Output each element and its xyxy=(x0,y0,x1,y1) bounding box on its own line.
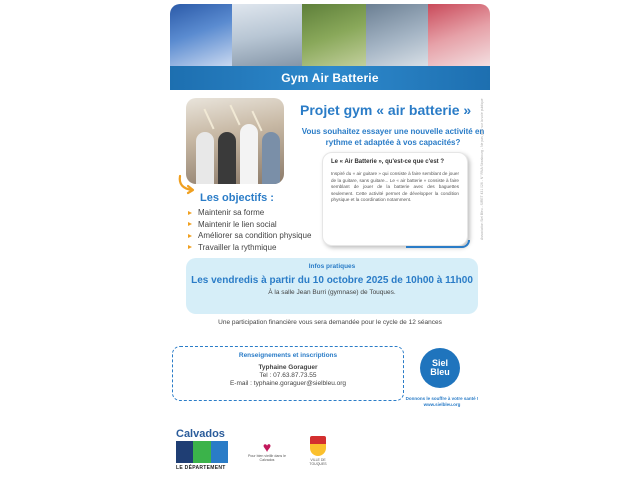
list-item: Maintenir sa forme xyxy=(188,207,311,219)
practical-title: Infos pratiques xyxy=(308,263,356,270)
exercise-photo xyxy=(186,98,284,184)
siel-bleu-logo: Siel Bleu xyxy=(420,348,460,388)
curved-arrow-icon xyxy=(176,174,198,196)
info-card-title: Le « Air Batterie », qu'est-ce que c'est ? xyxy=(331,159,445,165)
banner-photo-3 xyxy=(302,4,366,66)
calvados-mark-icon xyxy=(176,441,228,463)
contact-name: Typhaine Goraguer xyxy=(258,364,318,371)
practical-date: Les vendredis à partir du 10 octobre 2025 de 10h00 à 11h00 xyxy=(191,275,473,286)
partner-logo-bien-vieillir: ♥ Pour bien vieillir dans le Calvados xyxy=(248,439,286,463)
project-subtitle: Vous souhaitez essayer une nouvelle activité en rythme et adaptée à vos capacités? xyxy=(301,127,485,147)
contact-box xyxy=(172,346,404,401)
air-batterie-info-card xyxy=(322,152,468,246)
heart-icon: ♥ xyxy=(262,439,272,455)
siel-bleu-website[interactable]: www.sielbleu.org xyxy=(423,402,461,407)
objectives-list xyxy=(188,207,311,253)
practical-place: À la salle Jean Burri (gymnase) de Touques. xyxy=(268,289,396,296)
project-title: Projet gym « air batterie » xyxy=(300,102,472,118)
list-item: Travailler la rythmique xyxy=(188,242,311,254)
side-legal-text: Association Siel Bleu - SIRET 431 026 - N° RNA Strasbourg - Ne pas jeter sur la voie publique xyxy=(480,98,484,240)
contact-title: Renseignements et inscriptions xyxy=(238,352,338,359)
title-bar xyxy=(170,66,490,90)
card-accent-border xyxy=(406,240,470,248)
contact-phone: Tel : 07.63.87.73.55 xyxy=(259,372,317,379)
banner-photo-5 xyxy=(428,4,490,66)
banner-photo-2 xyxy=(232,4,302,66)
contact-email: E-mail : typhaine.goraguer@sielbleu.org xyxy=(229,380,347,387)
siel-bleu-tagline: Donnons le souffre à votre santé ! www.sielbleu.org xyxy=(402,396,482,408)
list-item: Maintenir le lien social xyxy=(188,219,311,231)
bullet-arrow-icon xyxy=(188,222,192,226)
flyer-page xyxy=(170,0,490,480)
photo-banner xyxy=(170,4,490,66)
banner-photo-1 xyxy=(170,4,232,66)
bullet-arrow-icon xyxy=(188,211,192,215)
banner-photo-4 xyxy=(366,4,428,66)
shield-icon xyxy=(310,436,326,456)
page-title: Gym Air Batterie xyxy=(281,71,379,85)
participation-note: Une participation financière vous sera demandée pour le cycle de 12 séances xyxy=(218,319,442,326)
calvados-logo: Calvados LE DÉPARTEMENT xyxy=(176,428,232,471)
info-card-body: Inspiré du « air guitare » qui consiste à faire semblant de jouer de la guitare, sans guitare... Le « air batterie » consiste à faire semblant de jouer de la batterie avec des baguettes seulement. Cette activité permet de développer la condition physique et la coordination notamment. xyxy=(331,171,459,203)
partner-logo-touques: VILLE DE TOUQUES xyxy=(306,436,330,468)
bullet-arrow-icon xyxy=(188,245,192,249)
list-item: Améliorer sa condition physique xyxy=(188,230,311,242)
practical-info-box xyxy=(186,258,478,314)
bullet-arrow-icon xyxy=(188,234,192,238)
objectives-title: Les objectifs : xyxy=(200,192,274,204)
